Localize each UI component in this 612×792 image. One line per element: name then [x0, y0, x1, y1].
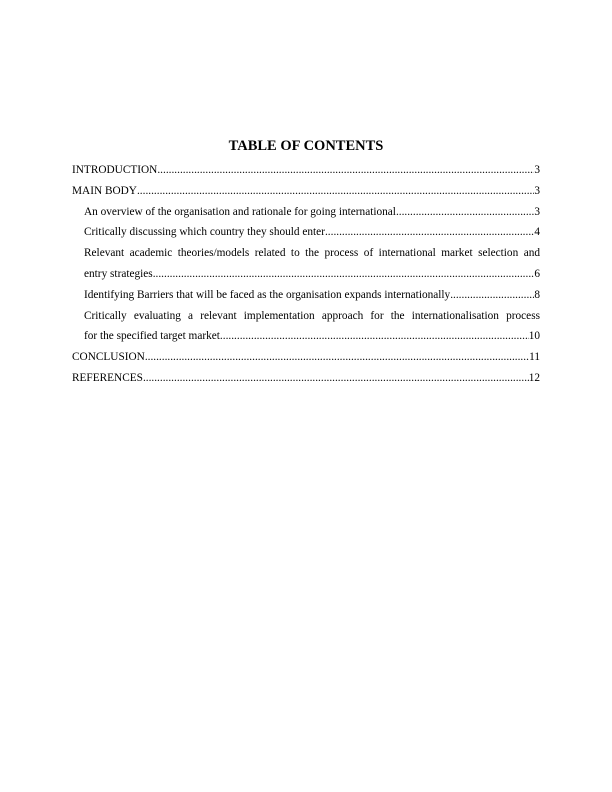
toc-page-number: 12 — [528, 371, 540, 384]
toc-entry-label: CONCLUSION — [72, 351, 145, 364]
toc-page-number: 11 — [529, 351, 540, 364]
toc-page-number: 8 — [534, 288, 540, 301]
toc-leader-dots — [396, 202, 534, 223]
toc-page-number: 4 — [534, 226, 540, 239]
toc-entry-label: MAIN BODY — [72, 184, 137, 197]
toc-entry-label: Critically discussing which country they should enter — [84, 226, 325, 239]
toc-page-number: 3 — [534, 164, 540, 176]
toc-entry-introduction[interactable] — [72, 160, 540, 181]
toc-leader-dots — [145, 347, 529, 368]
toc-page-number: 3 — [534, 184, 540, 197]
toc-leader-dots — [137, 181, 534, 202]
toc-entry-label: INTRODUCTION — [72, 164, 158, 176]
toc-entry-label: for the specified target market — [84, 330, 220, 343]
toc-entry-label: Critically evaluating a relevant implementation approach for the internationalisation process — [84, 309, 540, 322]
toc-entry-main-body[interactable] — [72, 181, 540, 202]
toc-page-number: 3 — [534, 205, 540, 218]
toc-page-number: 6 — [534, 267, 540, 280]
toc-entry-label: entry strategies — [84, 267, 153, 280]
toc-entry-organisation-overview[interactable] — [72, 202, 540, 223]
toc-page-number: 10 — [528, 330, 540, 343]
toc-entry-barriers[interactable] — [72, 285, 540, 306]
toc-title: TABLE OF CONTENTS — [228, 138, 384, 154]
toc-leader-dots — [325, 222, 534, 243]
toc-entry-implementation-line1[interactable] — [72, 306, 540, 327]
toc-entry-label: REFERENCES — [72, 371, 143, 384]
toc-entry-academic-theories-line2[interactable] — [72, 264, 540, 285]
toc-entry-country-selection[interactable] — [72, 222, 540, 243]
toc-leader-dots — [157, 160, 534, 181]
toc-entry-label: Identifying Barriers that will be faced as the organisation expands internationally — [84, 288, 451, 301]
toc-entry-label: An overview of the organisation and rationale for going international — [84, 205, 396, 218]
toc-leader-dots — [153, 264, 535, 285]
toc-entry-conclusion[interactable] — [72, 347, 540, 368]
toc-entry-implementation-line2[interactable] — [72, 326, 540, 347]
toc-entry-references[interactable] — [72, 368, 540, 389]
toc-leader-dots — [220, 326, 529, 347]
toc-leader-dots — [450, 285, 534, 306]
toc-entry-academic-theories-line1[interactable] — [72, 243, 540, 264]
toc-entry-label: Relevant academic theories/models related to the process of international market selection and — [84, 247, 540, 260]
toc-leader-dots — [143, 368, 529, 389]
table-of-contents — [72, 160, 540, 389]
